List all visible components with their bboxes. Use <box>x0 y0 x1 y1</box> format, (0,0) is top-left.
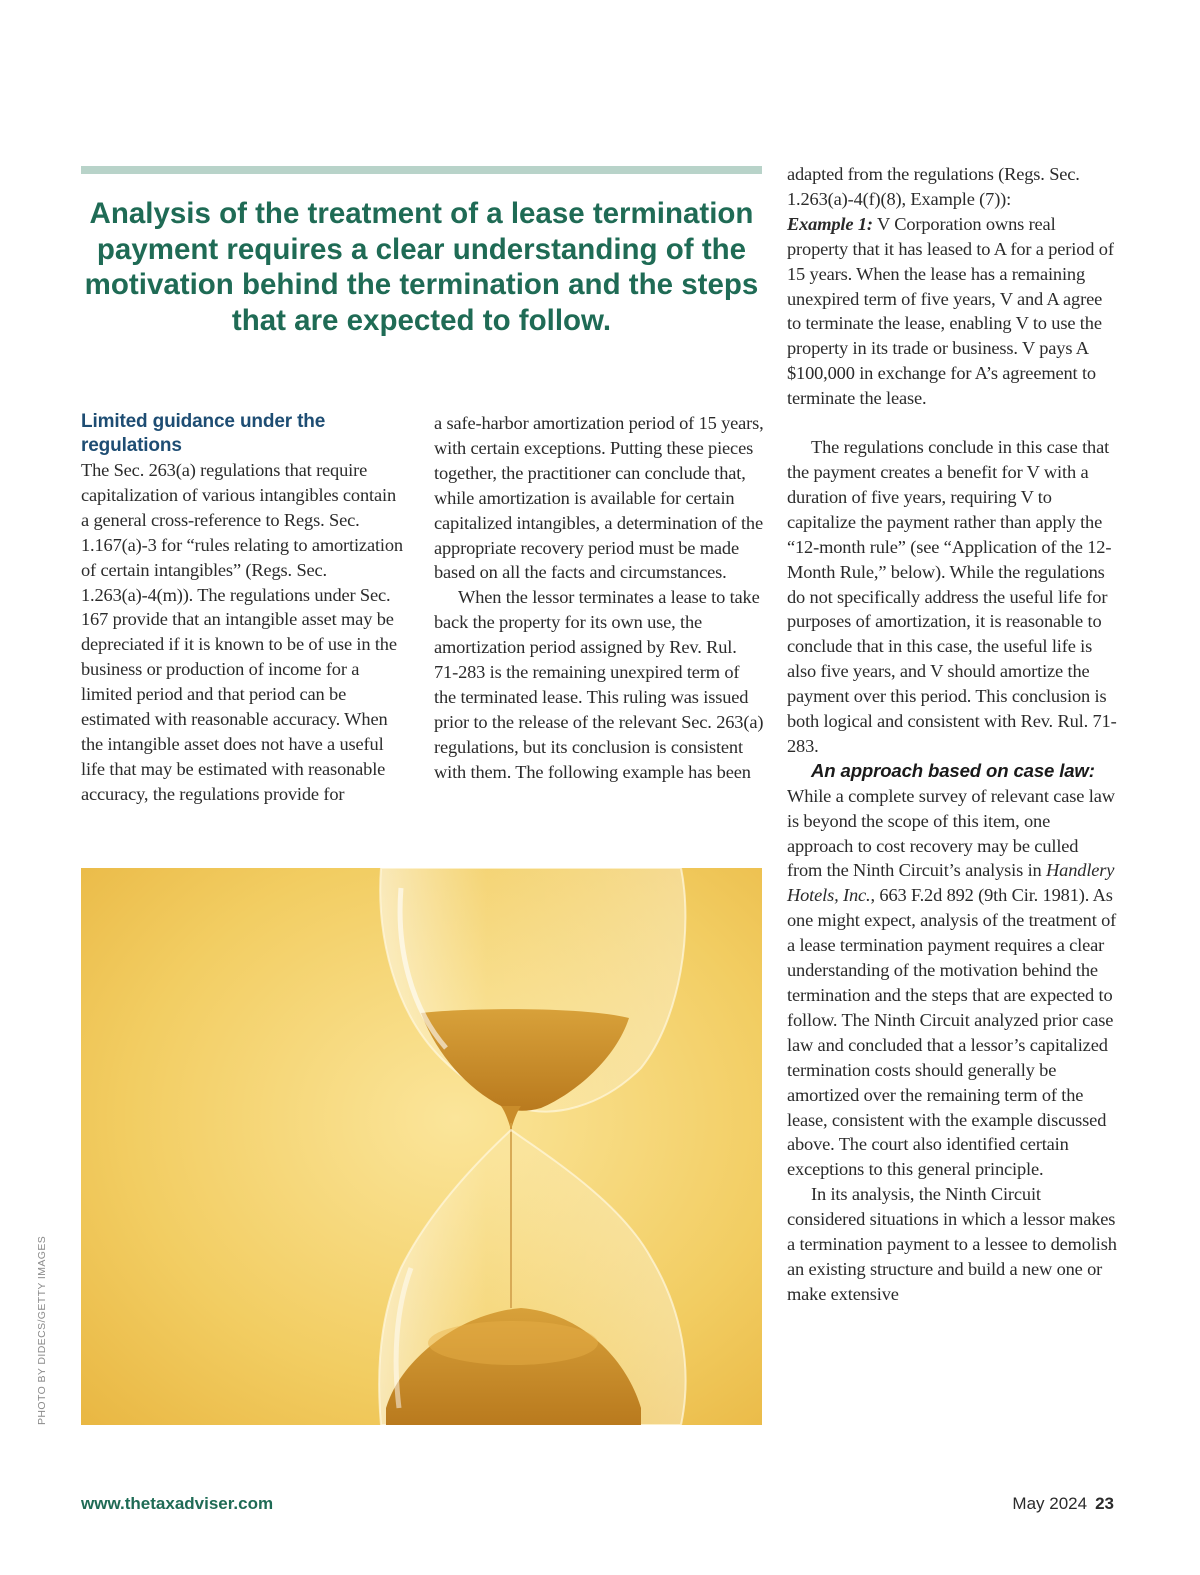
page-number: 23 <box>1095 1494 1114 1513</box>
paragraph: The Sec. 263(a) regulations that require capitalization of various intangibles contain a general cross-reference to Regs. Sec. 1.167(a)-3 for “rules relating to amortization of certain intangibles” (Regs. Sec. 1.263(a)-4(m)). The regulations under Sec. 167 provide that an intangible asset may be depreciated if it is known to be of use in the business or production of income for a limited period and that period can be estimated with reasonable accuracy. When the intangible asset does not have a useful life that may be estimated with reasonable accuracy, the regulations provide for <box>81 460 403 804</box>
paragraph: adapted from the regulations (Regs. Sec. 1.263(a)-4(f)(8), Example (7)): <box>787 164 1080 209</box>
paragraph: When the lessor terminates a lease to take back the property for its own use, the amortization period assigned by Rev. Rul. 71-283 is the remaining unexpired term of the terminated lease. This ruling was issued prior to the release of the relevant Sec. 263(a) regulations, but its conclusion is consistent with them. The following example has been <box>434 587 764 782</box>
issue-date: May 2024 <box>1012 1494 1088 1513</box>
paragraph: a safe-harbor amortization period of 15 years, with certain exceptions. Putting these pieces together, the practitioner can conclude that, while amortization is available for certain capitalized intangibles, a determination of the appropriate recovery period must be made based on all the facts and circumstances. <box>434 413 764 583</box>
column-1 <box>81 410 406 807</box>
footer-date-page <box>1012 1494 1114 1514</box>
footer-url[interactable]: www.thetaxadviser.com <box>81 1494 274 1513</box>
photo-credit: PHOTO BY DIDECS/GETTY IMAGES <box>36 1235 48 1425</box>
case-name: Handlery Hotels, Inc. <box>787 860 1115 906</box>
pull-quote: Analysis of the treatment of a lease termination payment requires a clear understanding of the motivation behind the termination and the steps that are expected to follow. <box>84 197 759 337</box>
text-run: While a complete survey of relevant case law is beyond the scope of this item, one approach to cost recovery may be culled from the Ninth Circuit’s analysis in <box>787 785 1115 881</box>
paragraph <box>787 759 1117 1182</box>
column-2 <box>434 411 764 785</box>
text-run: , 663 F.2d 892 (9th Cir. 1981). As one might expect, analysis of the treatment of a lease termination payment requires a clear understanding of the motivation behind the termination and the steps that are expected to follow. The Ninth Circuit analyzed prior case law and concluded that a lessor’s capitalized termination costs should generally be amortized over the remaining term of the lease, consistent with the example discussed above. The court also identified certain exceptions to this general principle. <box>787 885 1117 1180</box>
paragraph: In its analysis, the Ninth Circuit considered situations in which a lessor makes a termination payment to a lessee to demolish an existing structure and build a new one or make extensive <box>787 1184 1117 1304</box>
column-3 <box>787 162 1117 1307</box>
run-in-heading: An approach based on case law: <box>811 759 1095 781</box>
decorative-rule <box>81 166 762 174</box>
hourglass-photo <box>81 868 762 1425</box>
example-text: V Corporation owns real property that it has leased to A for a period of 15 years. When the lease has a remaining unexpired term of five years, V and A agree to terminate the lease, enabling V to use the property in its trade or business. V pays A $100,000 in exchange for A’s agreement to terminate the lease. <box>787 213 1114 409</box>
example-block <box>787 212 1117 411</box>
paragraph: The regulations conclude in this case that the payment creates a benefit for V with a duration of five years, requiring V to capitalize the payment rather than apply the “12-month rule” (see “Application of the 12-Month Rule,” below). While the regulations do not specifically address the useful life for purposes of amortization, it is reasonable to conclude that in this case, the useful life is also five years, and V should amortize the payment over this period. This conclusion is both logical and consistent with Rev. Rul. 71-283. <box>787 437 1117 756</box>
hourglass-illustration <box>81 868 762 1425</box>
section-heading: Limited guidance under the regulations <box>81 411 326 456</box>
example-label: Example 1: <box>787 213 873 234</box>
